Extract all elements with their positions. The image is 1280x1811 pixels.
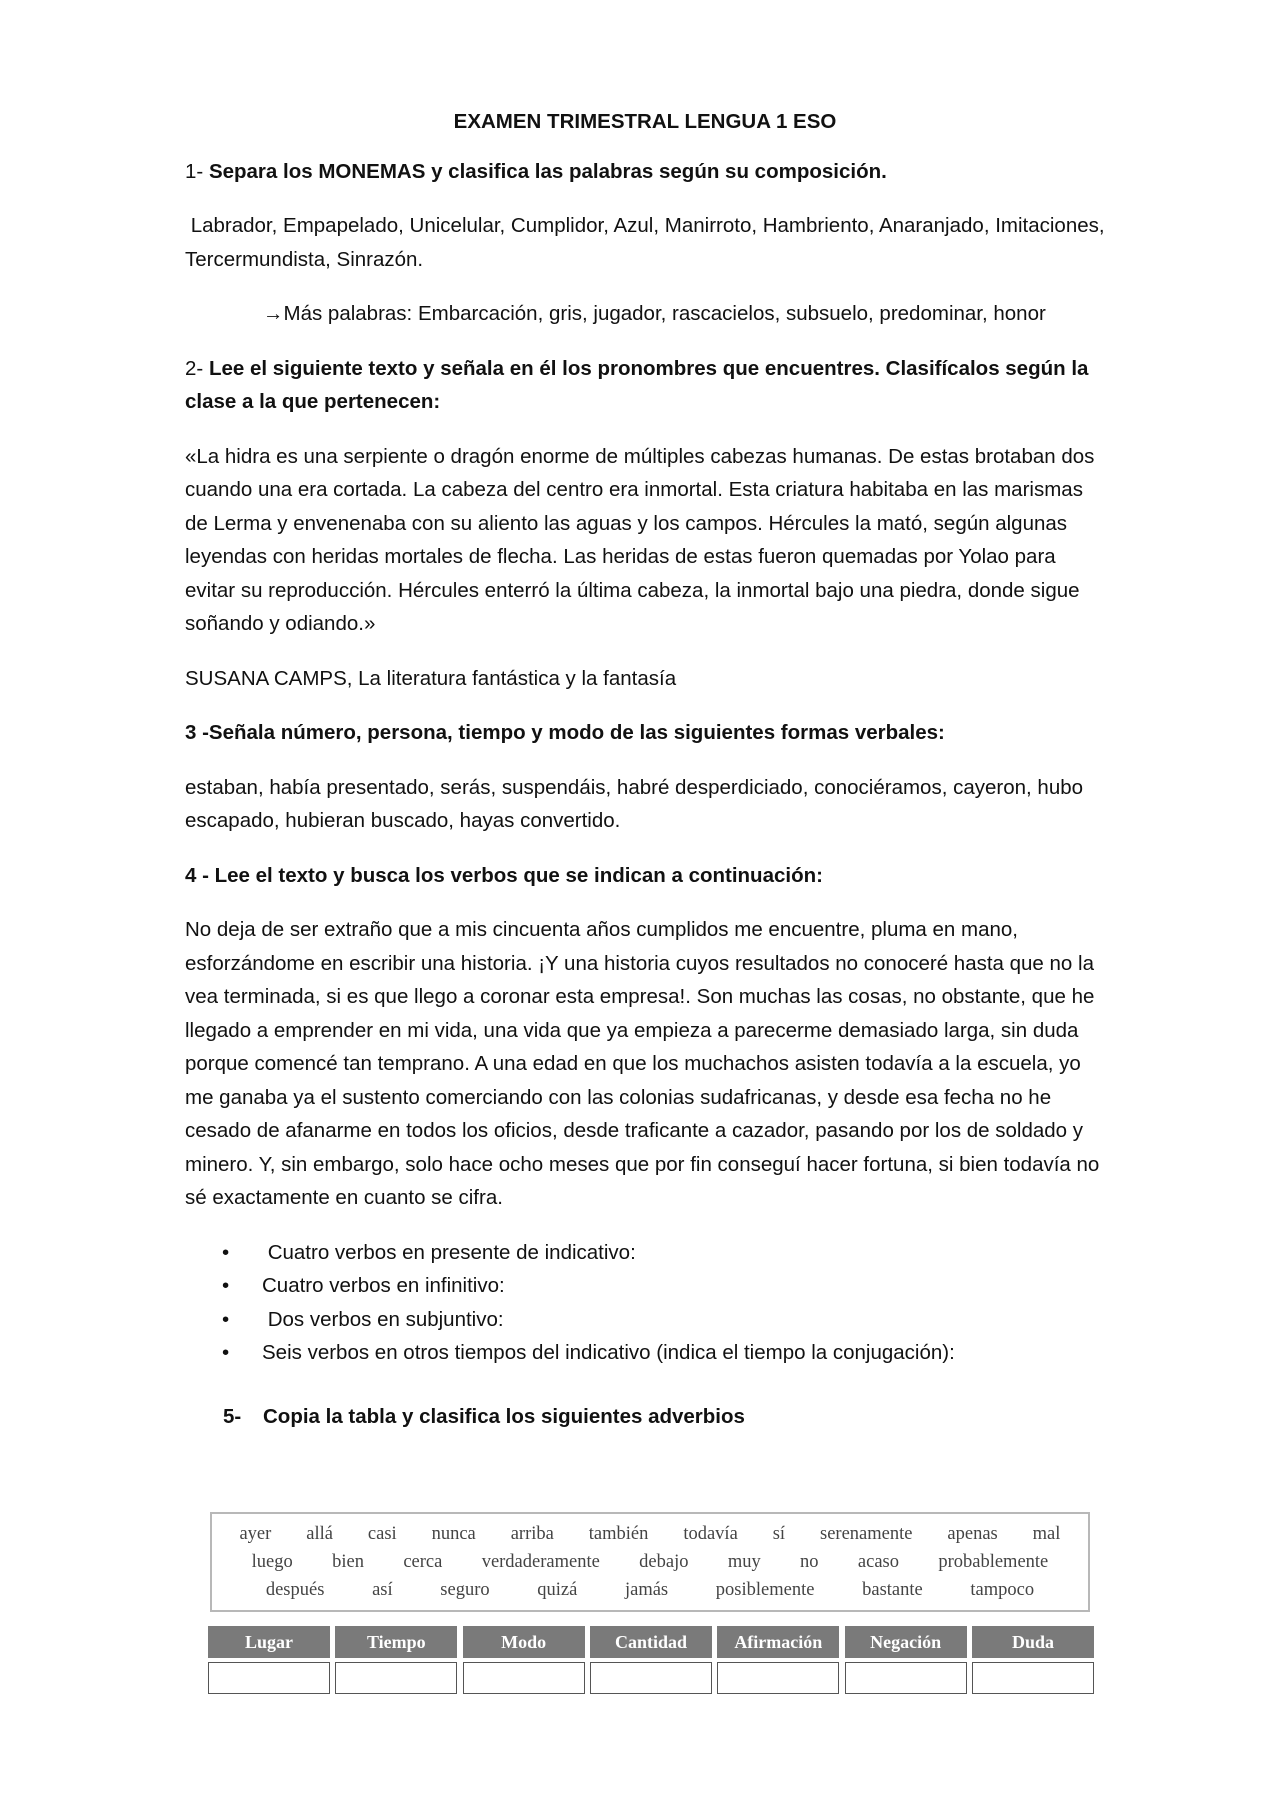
question-3-text: 3 -Señala número, persona, tiempo y modo de las siguientes formas verbales: [185,721,945,744]
question-2-source: SUSANA CAMPS, La literatura fantástica y la fantasía [185,666,677,690]
bullet-icon: • [222,1341,230,1364]
adverb-word: jamás [624,1580,669,1600]
bullet-icon: • [222,1240,230,1264]
question-number: 2- [185,356,209,380]
list-item-text: Seis verbos en otros tiempos del indicativo (indica el tiempo la conjugación): [262,1341,955,1364]
question-5-text: Copia la tabla y clasifica los siguientes adverbios [263,1404,745,1428]
bullet-icon: • [222,1307,230,1331]
more-words-text: Más palabras: Embarcación, gris, jugador, rascacielos, subsuelo, predominar, honor [283,302,1046,325]
question-2-passage: «La hidra es una serpiente o dragón enorme de múltiples cabezas humanas. De estas brotaban dos cuando una era cortada. La cabeza del centro era inmortal. Esta criatura habitaba en las marismas de Lerma y envenenaba con su aliento las aguas y los campos. Hércules la mató, según algunas leyendas con heridas mortales de flecha. Las heridas de estas fueron quemadas por Yolao para evitar su reproducción. Hércules enterró la última cabeza, la inmortal bajo una piedra, donde sigue soñando y odiando.» [185,444,1095,635]
list-item-text: Cuatro verbos en infinitivo: [262,1274,505,1297]
adverb-word: bastante [862,1580,923,1600]
column-header: Duda [972,1626,1094,1658]
question-1-heading [185,155,1105,189]
arrow-icon: → [263,302,284,325]
table-cell [845,1662,967,1694]
adverb-row [212,1552,1088,1573]
adverb-word: casi [367,1524,397,1544]
table-cell [972,1662,1094,1694]
adverb-word: debajo [639,1552,689,1572]
adverb-word: ayer [239,1524,272,1544]
adverb-word: acaso [857,1552,899,1572]
list-item [185,1269,1105,1303]
question-3-forms: estaban, había presentado, serás, suspendáis, habré desperdiciado, conociéramos, cayeron, hubo escapado, hubieran buscado, hayas convertido. [185,775,1084,832]
adverb-row [212,1580,1088,1601]
question-4-heading [185,859,1105,893]
adverb-word: después [265,1580,325,1600]
adverb-word: quizá [537,1580,578,1600]
adverb-word: probablemente [938,1552,1049,1572]
adverb-word: también [588,1524,649,1544]
adverb-word: tampoco [970,1580,1035,1600]
bullet-icon: • [222,1274,230,1297]
adverb-word: sí [772,1524,786,1544]
list-item [185,1303,1105,1337]
list-item [185,1336,1105,1370]
question-number: 5- [223,1404,242,1428]
page-title: EXAMEN TRIMESTRAL LENGUA 1 ESO [453,110,837,133]
question-2-text: Lee el siguiente texto y señala en él los pronombres que encuentres. Clasifícalos según la clase a la que pertenecen: [185,356,1089,413]
question-1-words: Labrador, Empapelado, Unicelular, Cumplidor, Azul, Manirroto, Hambriento, Anaranjado, Imitaciones, Tercermundista, Sinrazón. [185,214,1110,271]
exam-content [185,105,1110,1459]
question-number: 1- [185,159,209,183]
adverb-word: así [372,1580,393,1600]
column-header: Cantidad [590,1626,712,1658]
adverb-row [212,1524,1088,1545]
adverb-word: allá [306,1524,333,1544]
adverb-word-box [210,1512,1090,1612]
adverb-word: bien [332,1552,364,1572]
list-item-text: Dos verbos en subjuntivo: [262,1307,504,1331]
question-1-text: Separa los MONEMAS y clasifica las palabras según su composición. [208,159,887,183]
column-header: Modo [463,1626,585,1658]
adverb-word: luego [251,1552,293,1572]
table-cell [335,1662,457,1694]
adverb-word: mal [1032,1524,1061,1544]
list-item-text: Cuatro verbos en presente de indicativo: [262,1240,636,1264]
adverb-word: cerca [403,1552,443,1572]
adverb-table-header [208,1626,1094,1658]
question-1-more-words [185,297,1105,331]
table-cell [717,1662,839,1694]
list-item [185,1236,1105,1270]
table-cell [463,1662,585,1694]
question-4-passage: No deja de ser extraño que a mis cincuenta años cumplidos me encuentre, pluma en mano, esforzándome en escribir una historia. ¡Y una historia cuyos resultados no conoceré hasta que no la vea terminada, si es que llego a coronar esta empresa!. Son muchas las cosas, no obstante, que he llegado a emprender en mi vida, una vida que ya empieza a parecerme demasiado larga, sin duda porque comencé tan temprano. A una edad en que los muchachos asisten todavía a la escuela, yo me ganaba ya el sustento comerciando con las colonias sudafricanas, y desde esa fecha no he cesado de afanarme en todos los oficios, desde traficante a cazador, pasando por los de soldado y minero. Y, sin embargo, solo hace ocho meses que por fin conseguí hacer fortuna, si bien todavía no sé exactamente en cuanto se cifra. [185,918,1100,1209]
adverb-word: muy [727,1552,761,1572]
adverb-word: arriba [510,1524,554,1544]
table-cell [208,1662,330,1694]
adverb-word: posiblemente [715,1580,815,1600]
adverb-word: verdaderamente [481,1552,600,1572]
question-2-heading [185,352,1105,419]
adverb-word: todavía [683,1524,738,1544]
question-5-heading [223,1400,1105,1434]
column-header: Lugar [208,1626,330,1658]
question-3-heading [185,716,1105,750]
question-4-bullet-list [185,1236,1105,1370]
adverb-table-row [208,1662,1094,1694]
adverb-word: nunca [431,1524,476,1544]
column-header: Afirmación [717,1626,839,1658]
column-header: Tiempo [335,1626,457,1658]
adverb-word: seguro [440,1580,490,1600]
column-header: Negación [845,1626,967,1658]
question-4-text: 4 - Lee el texto y busca los verbos que se indican a continuación: [185,863,823,887]
adverb-word: serenamente [820,1524,913,1544]
adverb-word: apenas [947,1524,998,1544]
adverb-word: no [800,1552,819,1572]
table-cell [590,1662,712,1694]
